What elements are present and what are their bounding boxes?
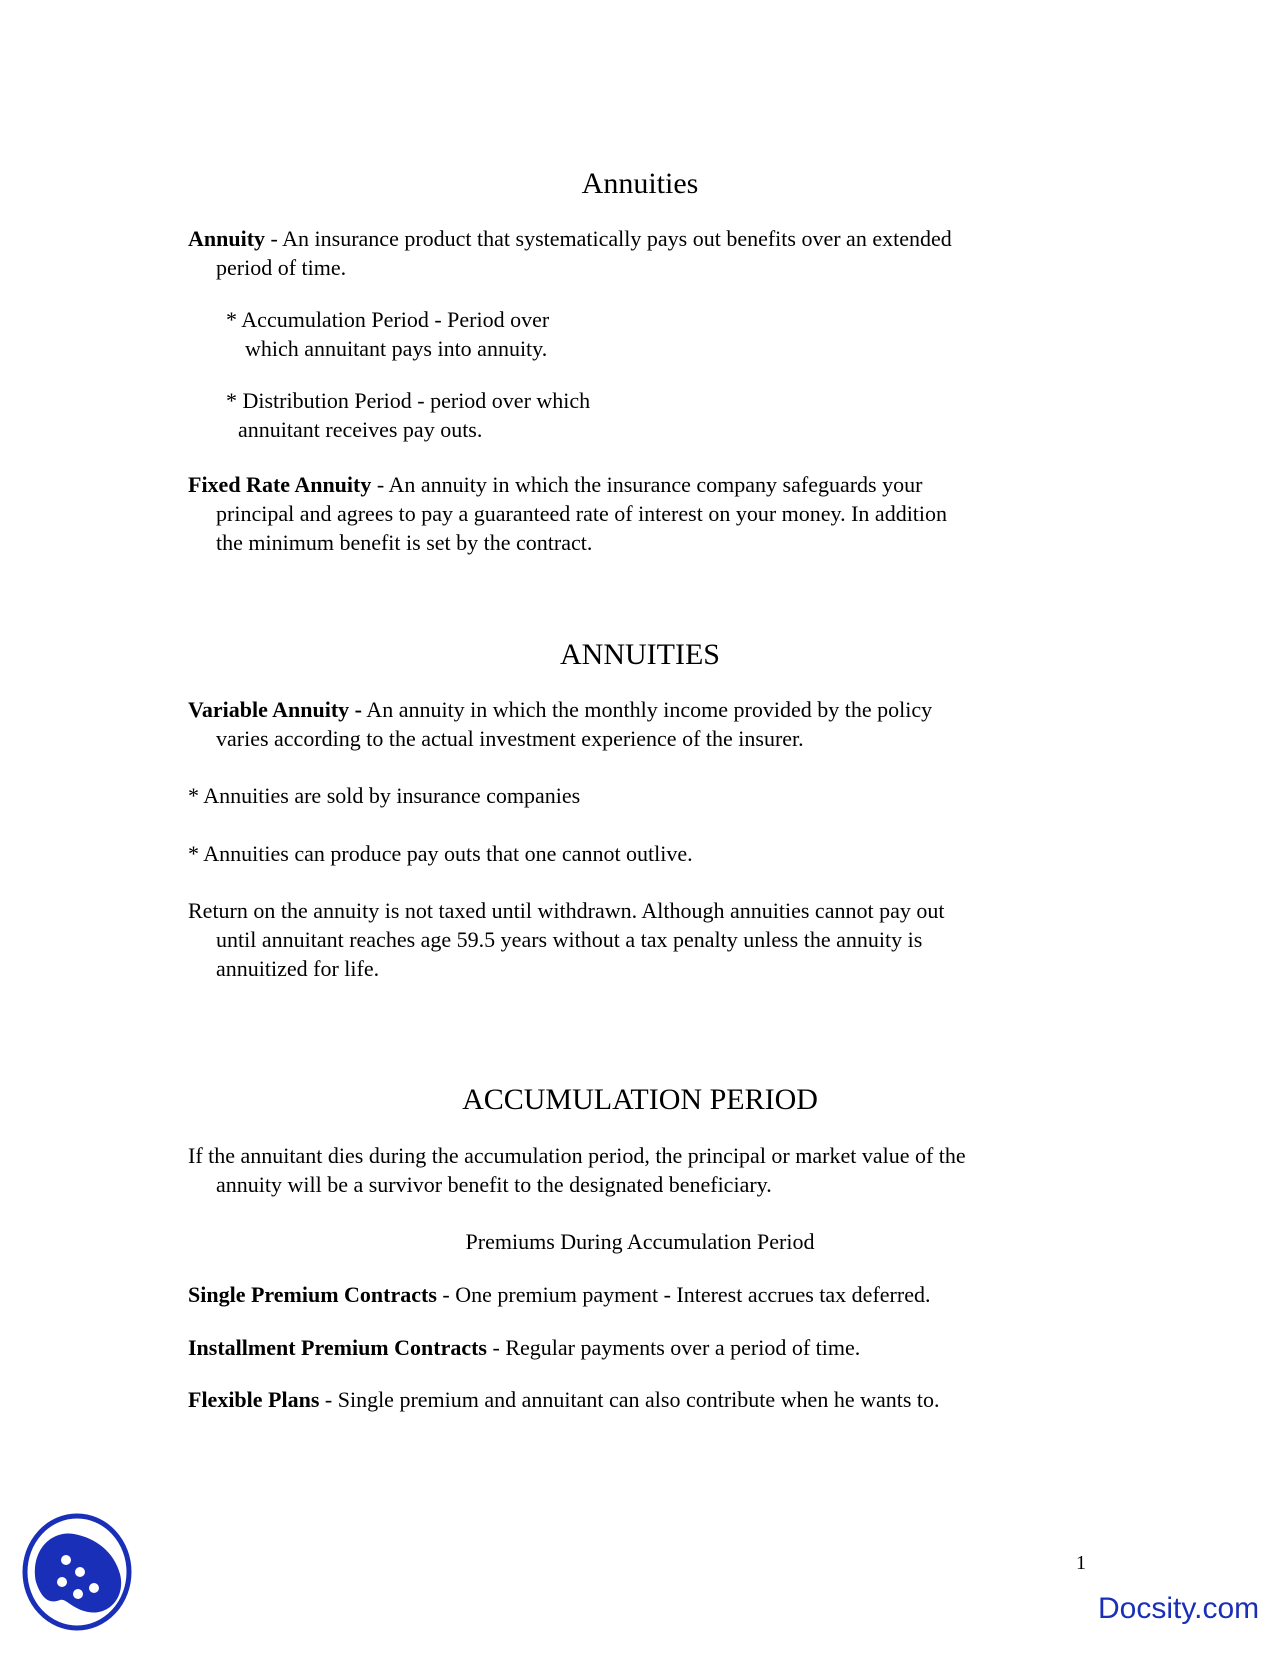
return-line3: annuitized for life. (216, 956, 380, 981)
heading-annuities-caps: ANNUITIES (560, 638, 720, 671)
distribution-line2: annuitant receives pay outs. (238, 417, 483, 442)
flexible-plans-item (188, 1385, 1088, 1414)
premiums-caption: Premiums During Accumulation Period (465, 1229, 815, 1254)
bullet-sold-by-insurers: * Annuities are sold by insurance companies (188, 783, 581, 808)
accumulation-line1: * Accumulation Period - Period over (226, 307, 550, 332)
variable-line2: varies according to the actual investment experience of the insurer. (216, 726, 804, 751)
distribution-line1: * Distribution Period - period over which (226, 388, 591, 413)
fixed-rate-annuity-definition (188, 470, 1088, 557)
fixed-rate-line2: principal and agrees to pay a guaranteed rate of interest on your money. In addition (216, 501, 948, 526)
page-number: 1 (1076, 1552, 1086, 1574)
single-premium-text: - One premium payment - Interest accrues tax deferred. (436, 1282, 931, 1307)
annuity-text-line2: period of time. (216, 255, 347, 280)
installment-premium-item (188, 1333, 1088, 1362)
installment-premium-term: Installment Premium Contracts (188, 1335, 487, 1360)
fixed-rate-line3: the minimum benefit is set by the contract. (216, 530, 593, 555)
single-premium-term: Single Premium Contracts (188, 1282, 437, 1307)
bullet-cannot-outlive: * Annuities can produce pay outs that one cannot outlive. (188, 841, 693, 866)
variable-term: Variable Annuity - (188, 697, 363, 722)
docsity-brand-link[interactable]: Docsity.com (1098, 1592, 1260, 1625)
accumulation-line2: which annuitant pays into annuity. (245, 336, 548, 361)
annuity-term: Annuity (188, 226, 266, 251)
distribution-period-bullet (226, 386, 1126, 444)
flexible-plans-term: Flexible Plans (188, 1387, 320, 1412)
heading-annuities: Annuities (581, 167, 699, 200)
annuity-text-line1: - An insurance product that systematically pays out benefits over an extended (265, 226, 952, 251)
return-line2: until annuitant reaches age 59.5 years without a tax penalty unless the annuity is (216, 927, 923, 952)
accumulation-period-bullet (226, 305, 1126, 363)
dies-line1: If the annuitant dies during the accumulation period, the principal or market value of the (188, 1143, 966, 1168)
fixed-rate-line1: - An annuity in which the insurance company safeguards your (371, 472, 923, 497)
dies-line2: annuity will be a survivor benefit to the designated beneficiary. (216, 1172, 772, 1197)
docsity-logo-icon (22, 1512, 132, 1632)
variable-line1: An annuity in which the monthly income provided by the policy (362, 697, 933, 722)
return-line1: Return on the annuity is not taxed until withdrawn. Although annuities cannot pay out (188, 898, 945, 923)
flexible-plans-text: - Single premium and annuitant can also contribute when he wants to. (319, 1387, 940, 1412)
fixed-rate-term: Fixed Rate Annuity (188, 472, 372, 497)
annuity-definition (188, 224, 1088, 282)
variable-annuity-definition (188, 695, 1088, 753)
installment-premium-text: - Regular payments over a period of time. (487, 1335, 861, 1360)
survivor-benefit-paragraph (188, 1141, 1088, 1199)
heading-accumulation-period: ACCUMULATION PERIOD (462, 1083, 818, 1116)
tax-return-paragraph (188, 896, 1088, 983)
single-premium-item (188, 1280, 1088, 1309)
